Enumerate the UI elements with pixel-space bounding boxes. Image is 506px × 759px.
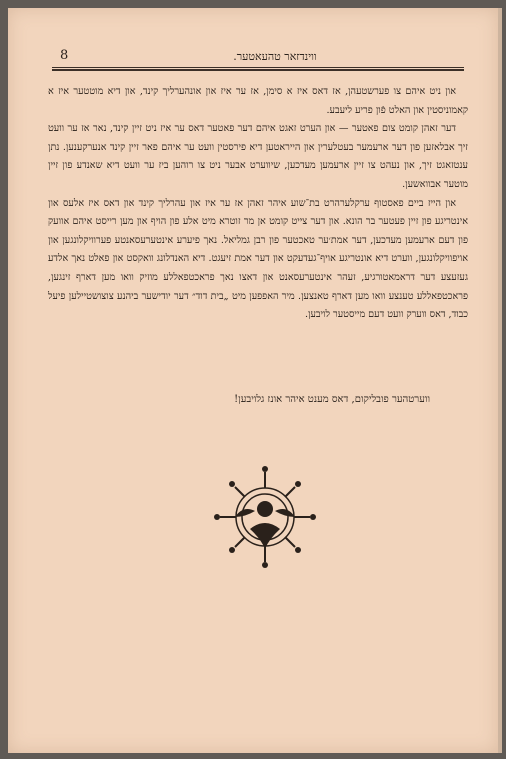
running-title: ווינדזאר טהעאטער. (233, 50, 317, 63)
paragraph: און ניט איהם צו פערשטעהן, אז דאס איז א סימן, אז ער איז און אונהערליך קינד, און דיא מוטטער איז א קאמוניסטין און האלט פֿון פריע ליעבע. (48, 86, 468, 116)
header-rule-thin (52, 69, 464, 71)
flower-woman-ornament-icon (205, 457, 325, 577)
paragraph: דער זאהן קומט צום פאטער — און הערט זאגט איהם דער פאטער דאס ער איז ניט זיין קינד, נאר אז ער וועט זיך אבלאזען פון דער ארעמער בעטלערין און הייראטען דיא פירסטין וועט ער איהם פאר זיין קינד אנערקענען. נתן ענטזאגט זיך, און נעהט צו זיין ארעמען מעדכען, שיווערט אבער ניט צו רוהען ביז ער וועט דיא שאנדע פון זיין מוטער אבוואשען. (48, 123, 468, 190)
paragraph: און הייז ביים פאסטוף ערקלערהרט בת־שוע איהר זאהן אז ער איז און עהרליך קינד און דאס איז אלעס און אינטריגע פון זיין פעטער בר הונא. און דער צייט קומט אן מר זוטרא מיט אלע פון הויף און מען רייסט איהם אוועק פון דעם ארעמען מעדכען, דער אמת׳ער טאכטער פון רבן גמליאל. נאך פיערע אינטערעסאנטע פערוויקלונגען און אויפוויקלונגען, ווערט דיא אונטריגע אויף־געדעקט און דער אמת זיעגט. דיא האנדלונג וואקסט און פאלט נאך אלדע געזעצע דער דראמאטורגיע, זעהר אינטערעסאנט און דאצו נאך פראכטפאללע מוזיק וואו מען דארף זינגען, פראכטפאללע טענצע וואו מען דארף טאנצען. מיר האפפען מיט „בית דוד״ דער יודישער ביהנע צוצושטיילען פיעל כבוד, דאס ווערק וועט דעם מייסטער לויבען. (48, 197, 468, 321)
closing-line: ווערטהער פובליקום, דאס מענט איהר אונז גלויבען! (234, 394, 430, 405)
page-number: 8 (60, 48, 69, 63)
page-header (60, 48, 470, 76)
header-rule-thick (52, 67, 464, 68)
body-text (48, 83, 468, 325)
page-edge (498, 8, 502, 753)
